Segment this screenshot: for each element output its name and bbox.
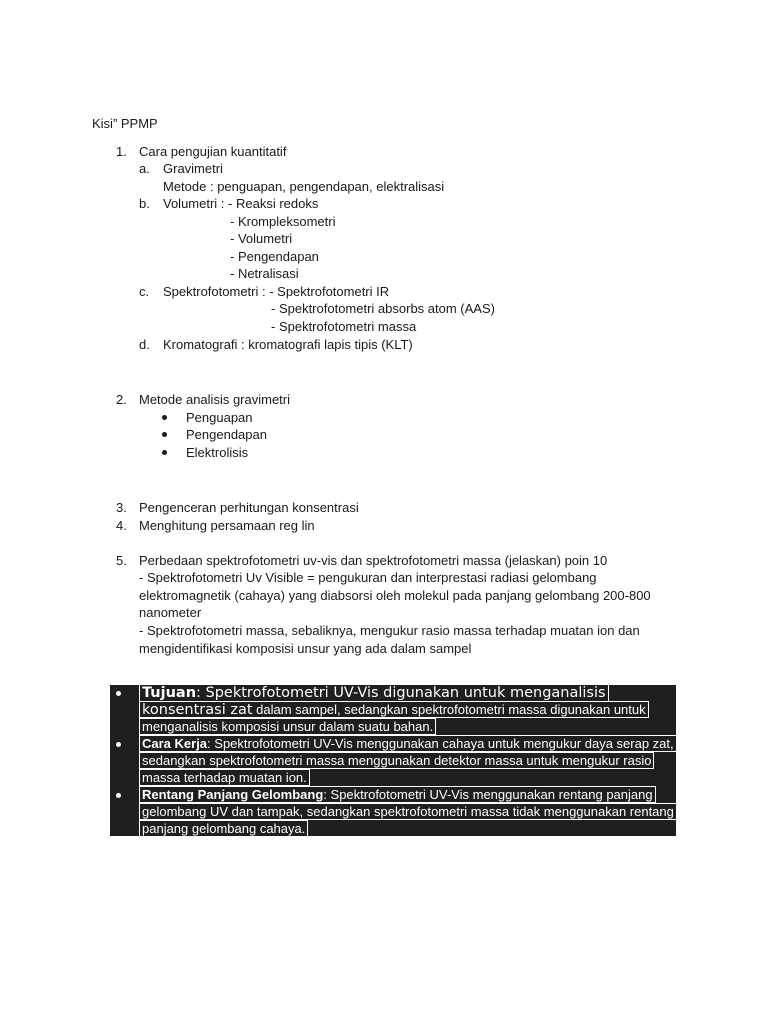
item-3-number: 3. bbox=[116, 500, 127, 515]
bullet-icon bbox=[162, 432, 167, 437]
cara-text: massa terhadap muatan ion. bbox=[139, 769, 310, 786]
bullet-icon bbox=[116, 691, 121, 696]
item-5-number: 5. bbox=[116, 553, 127, 568]
item-5-line: - Spektrofotometri massa, sebaliknya, mengukur rasio massa terhadap muatan ion dan bbox=[139, 623, 640, 638]
item-4-text: Menghitung persamaan reg lin bbox=[139, 518, 315, 533]
item-1d-text: Kromatografi : kromatografi lapis tipis (KLT) bbox=[163, 337, 413, 352]
rentang-label: Rentang Panjang Gelombang bbox=[142, 787, 324, 802]
item-1b-sub: - Krompleksometri bbox=[230, 214, 336, 229]
item-5-line: elektromagnetik (cahaya) yang diabsorsi oleh molekul pada panjang gelombang 200-800 bbox=[139, 588, 651, 603]
rentang-text: panjang gelombang cahaya. bbox=[139, 820, 308, 837]
item-1b-sub: - Netralisasi bbox=[230, 266, 299, 281]
document-title: Kisi” PPMP bbox=[92, 116, 158, 131]
rentang-text: : Spektrofotometri UV-Vis menggunakan rentang panjang bbox=[323, 787, 653, 802]
item-1c-text: Spektrofotometri : - Spektrofotometri IR bbox=[163, 284, 390, 299]
item-5-text: Perbedaan spektrofotometri uv-vis dan spektrofotometri massa (jelaskan) poin 10 bbox=[139, 553, 608, 568]
item-1c-sub: - Spektrofotometri absorbs atom (AAS) bbox=[271, 301, 495, 316]
item-1a-marker: a. bbox=[139, 161, 150, 176]
bullet-icon bbox=[116, 742, 121, 747]
item-2-text: Metode analisis gravimetri bbox=[139, 392, 291, 407]
tujuan-text: menganalisis komposisi unsur dalam suatu bahan. bbox=[139, 718, 436, 735]
item-1-text: Cara pengujian kuantitatif bbox=[139, 144, 287, 159]
item-3-text: Pengenceran perhitungan konsentrasi bbox=[139, 500, 359, 515]
item-2-number: 2. bbox=[116, 392, 127, 407]
bullet-icon bbox=[162, 450, 167, 455]
item-1b-sub: - Pengendapan bbox=[230, 249, 319, 264]
cara-label: Cara Kerja bbox=[142, 736, 208, 751]
tujuan-line-1 bbox=[139, 685, 609, 701]
tujuan-line-2 bbox=[139, 702, 649, 718]
tujuan-line-3 bbox=[139, 719, 436, 735]
item-1a-text: Gravimetri bbox=[163, 161, 223, 176]
tujuan-text: dalam sampel, sedangkan spektrofotometri massa digunakan untuk bbox=[252, 702, 646, 717]
item-2-bullet: Penguapan bbox=[186, 410, 253, 425]
cara-line-3 bbox=[139, 770, 310, 786]
rentang-line-2 bbox=[139, 804, 677, 820]
cara-text: sedangkan spektrofotometri massa menggunakan detektor massa untuk mengukur rasio bbox=[139, 752, 654, 769]
item-1b-sub: - Volumetri bbox=[230, 231, 293, 246]
item-1a-method: Metode : penguapan, pengendapan, elektralisasi bbox=[163, 179, 445, 194]
item-5-line: - Spektrofotometri Uv Visible = pengukuran dan interprestasi radiasi gelombang bbox=[139, 570, 597, 585]
rentang-line-3 bbox=[139, 821, 308, 837]
rentang-line-1 bbox=[139, 787, 656, 803]
tujuan-text: konsentrasi zat bbox=[142, 702, 253, 718]
item-1-number: 1. bbox=[116, 144, 127, 159]
item-5-line: nanometer bbox=[139, 605, 202, 620]
cara-line-1 bbox=[139, 736, 677, 752]
cara-line-2 bbox=[139, 753, 654, 769]
bullet-icon bbox=[162, 415, 167, 420]
item-1d-marker: d. bbox=[139, 337, 150, 352]
item-5-line: mengidentifikasi komposisi unsur yang ada dalam sampel bbox=[139, 641, 472, 656]
cara-text: : Spektrofotometri UV-Vis menggunakan cahaya untuk mengukur daya serap zat, bbox=[207, 736, 674, 751]
bullet-icon bbox=[116, 793, 121, 798]
item-4-number: 4. bbox=[116, 518, 127, 533]
item-2-bullet: Pengendapan bbox=[186, 427, 267, 442]
item-1b-marker: b. bbox=[139, 196, 150, 211]
item-1c-sub: - Spektrofotometri massa bbox=[271, 319, 417, 334]
item-1c-marker: c. bbox=[139, 284, 150, 299]
item-1b-text: Volumetri : - Reaksi redoks bbox=[163, 196, 319, 211]
tujuan-label: Tujuan bbox=[142, 685, 197, 701]
tujuan-text: : Spektrofotometri UV-Vis digunakan untuk menganalisis bbox=[196, 685, 606, 701]
item-2-bullet: Elektrolisis bbox=[186, 445, 249, 460]
rentang-text: gelombang UV dan tampak, sedangkan spektrofotometri massa tidak menggunakan rentang bbox=[139, 803, 677, 820]
